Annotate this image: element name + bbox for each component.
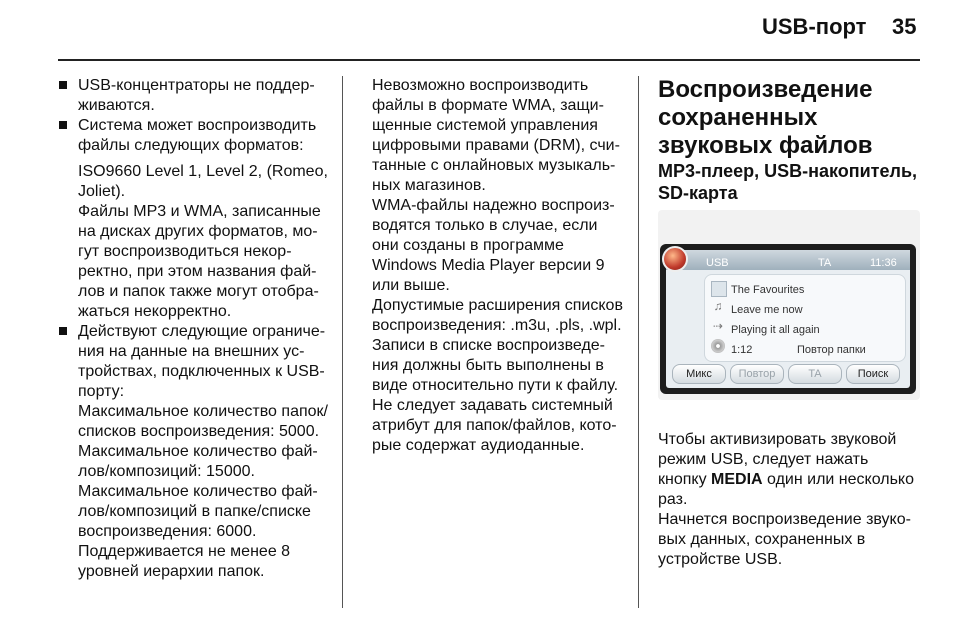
cd-icon	[711, 339, 725, 353]
screen-title-bar	[666, 250, 910, 270]
search-button: Поиск	[846, 364, 900, 384]
paragraph-text: Чтобы активизировать звуковой режим USB, следует нажать кнопку	[658, 431, 897, 488]
track-list	[704, 274, 906, 362]
screen-button-row	[670, 364, 906, 384]
section-heading: Воспроизведение сохраненных звуковых файлов	[658, 76, 873, 159]
right-column	[658, 76, 920, 570]
left-column	[58, 76, 330, 582]
bullet-item: USB-концентраторы не поддерживаются.	[58, 76, 330, 116]
paragraph: Допустимые расширения списков воспроизведения: .m3u, .pls, .wpl.	[372, 297, 623, 334]
ta-indicator: TA	[818, 257, 832, 269]
shuffle-button: Микс	[672, 364, 726, 384]
indented-text: Максимальное количество файлов/композиций: 15000.	[78, 443, 318, 480]
menu-ball-icon	[662, 246, 688, 272]
screen-bezel	[660, 244, 916, 394]
clock: 11:36	[870, 257, 897, 269]
source-label: USB	[706, 257, 729, 269]
repeat-folder-label: Повтор папки	[797, 344, 866, 356]
folder-icon	[711, 281, 727, 297]
indented-text: Максимальное количество файлов/композиций в папке/списке воспроизведения: 6000.	[78, 483, 318, 540]
bullet-item: Система может воспроизводить файлы следующих форматов:	[58, 116, 330, 156]
indented-text: ISO9660 Level 1, Level 2, (Romeo, Joliet).	[78, 163, 328, 200]
indented-text: Файлы MP3 и WMA, записанные на дисках других форматов, могут воспроизводиться некорректно, при этом названия файлов и папок также могут отображаться некорректно.	[78, 203, 321, 320]
list-item	[711, 317, 901, 337]
header-divider	[58, 59, 920, 61]
indented-text: Максимальное количество папок/списков воспроизведения: 5000.	[78, 403, 328, 440]
elapsed-time: 1:12	[731, 344, 753, 356]
list-item	[711, 297, 901, 317]
page-number: 35	[892, 14, 917, 39]
media-button-name: MEDIA	[711, 471, 763, 488]
paragraph: WMA-файлы надежно воспроизводятся только в случае, если они созданы в программе Windows Media Player версии 9 или выше.	[372, 197, 615, 294]
playing-icon: ⇢	[712, 319, 724, 333]
list-item	[711, 277, 901, 297]
list-item-label: Playing it all again	[731, 324, 820, 336]
bullet-item: Действуют следующие ограничения на данные на внешних устройствах, подключенных к USB-порту:	[58, 322, 330, 402]
music-note-icon: ♫	[713, 299, 723, 313]
paragraph: Невозможно воспроизводить файлы в формате WMA, защищенные системой управления цифровыми правами (DRM), считанные с онлайновых музыкальных магазинов.	[372, 77, 620, 194]
paragraph-text: один или несколько раз.	[658, 471, 915, 508]
screen-display	[666, 250, 910, 388]
list-item-label: Leave me now	[731, 304, 803, 316]
infotainment-screen-illustration	[658, 210, 920, 400]
paragraph: Начнется воспроизведение звуковых данных, сохраненных в устройстве USB.	[658, 511, 911, 568]
subsection-heading: MP3-плеер, USB-накопитель, SD-карта	[658, 161, 918, 203]
repeat-button: Повтор	[730, 364, 784, 384]
ta-button: TA	[788, 364, 842, 384]
column-divider	[638, 76, 639, 608]
paragraph	[658, 430, 920, 510]
paragraph: Не следует задавать системный атрибут для папок/файлов, которые содержат аудиоданные.	[372, 397, 617, 454]
list-item-label: The Favourites	[731, 284, 805, 296]
paragraph: Записи в списке воспроизведения должны быть выполнены в виде относительно пути к файлу.	[372, 337, 619, 394]
indented-text: Поддерживается не менее 8 уровней иерархии папок.	[78, 543, 291, 580]
page-section-title: USB-порт	[762, 14, 867, 39]
now-playing-row	[711, 337, 901, 357]
column-divider	[342, 76, 343, 608]
middle-column	[372, 76, 626, 456]
